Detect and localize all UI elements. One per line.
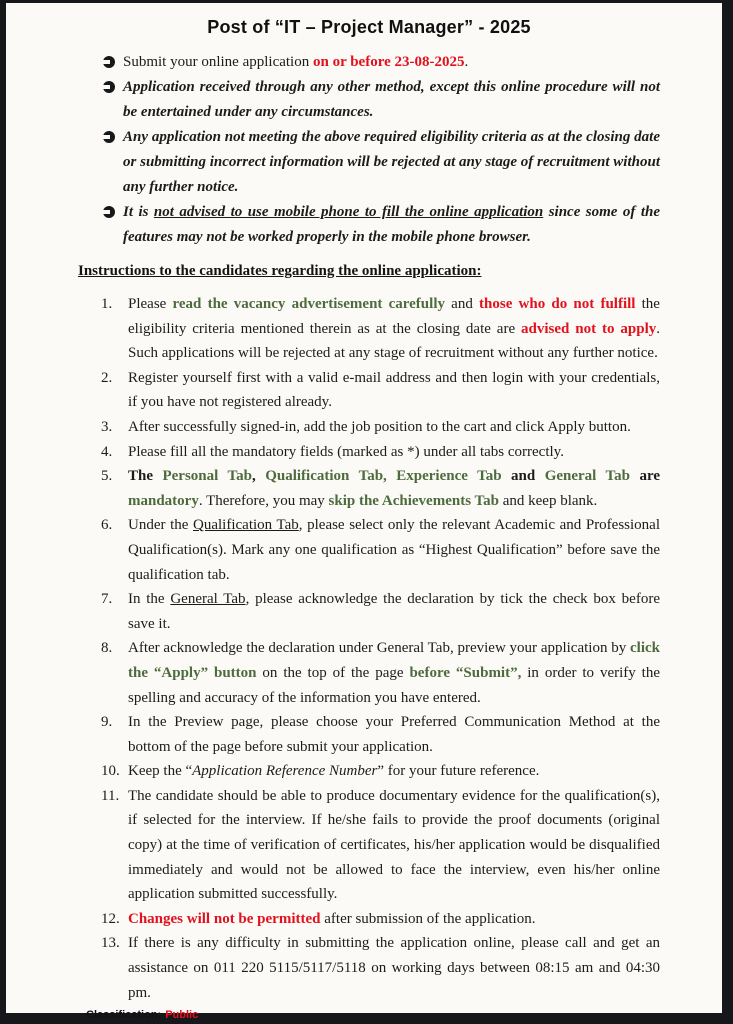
text-run: Qualification Tab, Experience Tab [265,468,502,485]
text-run: Changes will not be permitted [128,910,321,927]
text-run: advised not to apply [521,320,657,337]
text-run: Submit your online application [123,54,313,70]
text-run: Keep the “ [128,763,193,780]
text-run: Qualification Tab [193,517,299,534]
notice-bullet-list [78,50,660,250]
item-number: 11. [101,787,120,804]
instruction-item [101,464,661,513]
instruction-item [101,513,661,587]
classification-value: Public [165,1009,199,1022]
instruction-item [101,415,660,440]
text-run: after submission of the application. [320,910,536,927]
text-run: read the vacancy advertisement carefully [172,296,445,312]
item-number: 10. [101,763,120,780]
text-run: Any application not meeting the above required eligibility criteria as at the closing date or submitting incorrect information will be rejected at any stage of recruitment without any further notice. [123,129,660,195]
text-run: General Tab [170,591,246,608]
page-title: Post of “IT – Project Manager” - 2025 [207,17,531,37]
instruction-item [101,931,660,1005]
text-run: and keep blank. [498,492,598,509]
text-run: the eligibility criteria mentioned therein as at the closing date are [128,296,660,337]
instruction-item [101,292,660,366]
text-run: are [630,468,661,485]
arrow-bullet-icon [103,81,115,93]
arrow-bullet-icon [103,56,115,68]
notice-bullet-item [123,75,660,125]
text-run: on the top of the page [256,664,410,681]
instructions-heading: Instructions to the candidates regarding the online application: [78,263,482,279]
item-number: 5. [101,468,113,485]
item-number: 7. [101,591,113,608]
text-run: Please fill all the mandatory fields (marked as *) under all tabs correctly. [128,443,564,460]
item-number: 12. [101,910,120,927]
text-run: Application received through any other method, except this online procedure will not be entertained under any circumstances. [123,79,660,120]
text-run: The [128,468,163,485]
text-run: those who do not fulfill [479,296,636,312]
text-run: , please select only the relevant Academic and Professional Qualification(s). Mark any one qualification as “Highest Qualification” before save the qualification tab. [128,517,661,583]
item-number: 3. [101,418,113,435]
text-run: Under the [128,517,194,534]
classification-line [86,1009,660,1021]
text-run: before “Submit”, [409,664,522,681]
item-number: 8. [101,640,113,657]
classification-label: Classification: [86,1009,162,1022]
text-run: It is [123,204,154,220]
text-run: Application Reference Number [192,763,378,780]
instruction-item [101,440,660,465]
text-run: Register yourself first with a valid e-mail address and then login with your credentials, if you have not registered already. [128,369,660,411]
text-run: After acknowledge the declaration under General Tab, preview your application by [128,640,630,657]
text-run: mandatory [128,492,199,509]
instruction-item [101,759,660,784]
text-run: and [501,468,545,485]
notice-bullet-item [123,125,660,200]
text-run: ” for your future reference. [377,763,540,780]
text-run: The candidate should be able to produce documentary evidence for the qualification(s), if selected for the interview. If he/she fails to provide the proof documents (original copy) at the time of verification of certificates, his/her application would be disqualified immediately and would not be allowed to face the interview, even his/her online application submitted successfully. [128,787,660,903]
instruction-item [101,710,660,759]
instruction-item [101,636,660,710]
arrow-bullet-icon [103,206,115,218]
text-run: click the “Apply” button [128,640,660,681]
text-run: and [444,296,480,312]
document-page [6,3,722,1022]
text-run: In the Preview page, please choose your Preferred Communication Method at the bottom of the page before submit your application. [128,714,660,755]
instruction-item [101,587,660,636]
instruction-item [101,784,660,907]
text-run: . Therefore, you may [198,492,329,509]
text-run: . [464,54,469,70]
instruction-item [101,366,660,415]
text-run: in order to verify the spelling and accuracy of the information you have entered. [128,664,660,706]
text-run: . Such applications will be rejected at any stage of recruitment without any further notice. [128,320,660,362]
item-number: 9. [101,714,113,731]
text-run: In the [128,591,171,608]
item-number: 4. [101,443,113,460]
text-run: General Tab [544,468,631,485]
text-run: skip the Achievements Tab [328,492,499,509]
instructions-list [78,292,660,1005]
item-number: 6. [101,517,113,534]
text-run: , please acknowledge the declaration by tick the check box before save it. [128,591,660,632]
notice-bullet-item [123,50,660,75]
arrow-bullet-icon [103,131,115,143]
text-run: If there is any difficulty in submitting the application online, please call and get an assistance on 011 220 5115/5117/5118 on working days between 08:15 am and 04:30 pm. [128,935,660,1001]
notice-bullet-item [123,200,660,250]
text-run: not advised to use mobile phone to fill the online application [153,204,544,220]
item-number: 1. [101,296,113,312]
item-number: 13. [101,935,120,952]
text-run: Personal Tab [162,468,252,485]
text-run: After successfully signed-in, add the job position to the cart and click Apply button. [128,418,631,435]
text-run: since some of the features may not be worked properly in the mobile phone browser. [123,204,660,245]
text-run: Please [128,296,173,312]
text-run: on or before 23-08-2025 [312,54,465,70]
item-number: 2. [101,369,113,386]
text-run: , [251,468,266,485]
instruction-item [101,907,660,932]
